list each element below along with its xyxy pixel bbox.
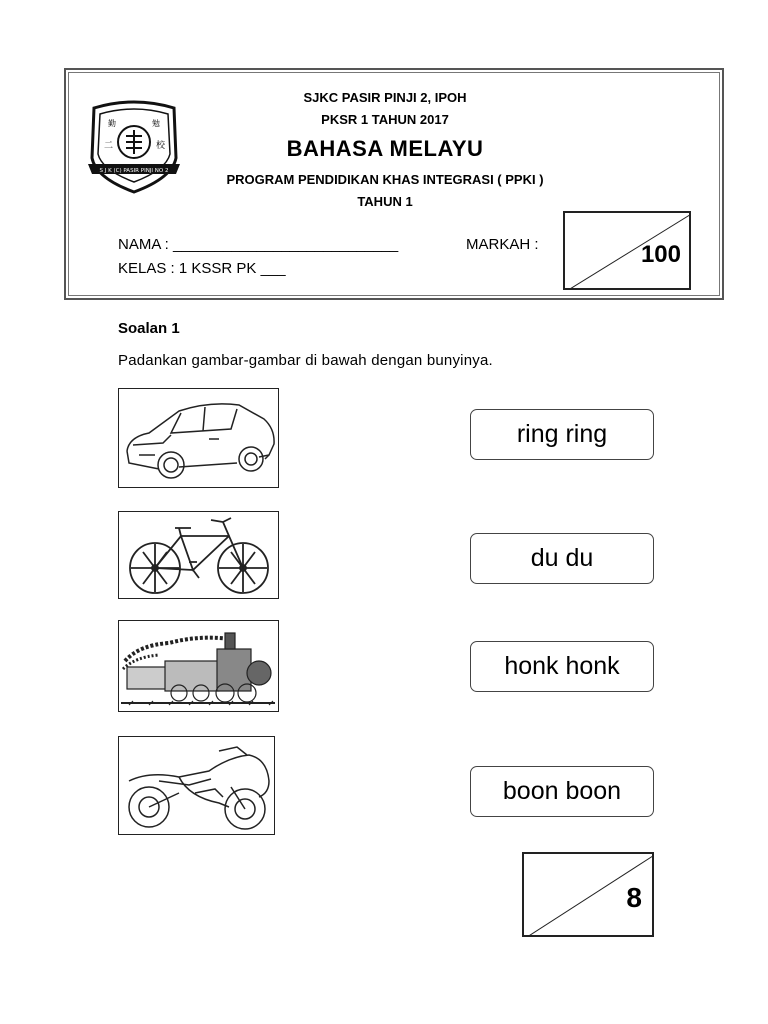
bicycle-picture [118,511,279,599]
svg-text:S J K (C) PASIR PINJI NO 2: S J K (C) PASIR PINJI NO 2 [99,168,169,174]
train-picture [118,620,279,712]
svg-text:勤: 勤 [108,119,116,128]
svg-text:校: 校 [156,141,166,151]
train-icon [119,621,277,710]
total-marks-value: 100 [640,241,681,268]
marks-label: MARKAH : [466,236,539,253]
subject-title: BAHASA MELAYU [286,136,484,161]
car-icon [119,389,277,486]
sound-option-2[interactable]: du du [470,533,654,584]
question-title: Soalan 1 [118,320,180,337]
year-label: TAHUN 1 [357,194,413,209]
sound-option-3[interactable]: honk honk [470,641,654,692]
class-field[interactable]: KELAS : 1 KSSR PK ___ [118,260,286,277]
svg-text:勉: 勉 [152,119,160,128]
program-title: PROGRAM PENDIDIKAN KHAS INTEGRASI ( PPKI ) [226,172,544,187]
sound-option-4[interactable]: boon boon [470,766,654,817]
exam-title: PKSR 1 TAHUN 2017 [321,112,449,127]
svg-text:二: 二 [104,141,114,151]
motorcycle-picture [118,736,275,835]
total-score-box [563,211,691,290]
section-score-box [522,852,654,937]
question-instruction: Padankan gambar-gambar di bawah dengan bunyinya. [118,352,493,369]
section-marks-value: 8 [626,882,642,913]
school-name: SJKC PASIR PINJI 2, IPOH [303,90,467,105]
bicycle-icon [119,512,277,597]
motorcycle-icon [119,737,273,833]
car-picture [118,388,279,488]
name-field[interactable]: NAMA : ___________________________ [118,236,399,253]
sound-option-1[interactable]: ring ring [470,409,654,460]
